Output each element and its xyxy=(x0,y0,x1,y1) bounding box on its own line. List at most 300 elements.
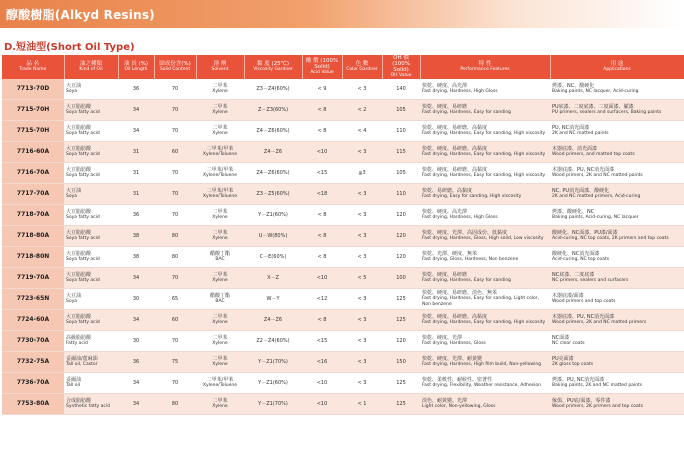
oil-length-cell: 34 xyxy=(118,373,154,394)
features-cell-zh: 快乾、柔軟性、耐候性、密著性 xyxy=(422,377,493,383)
acid-value-cell: < 8 xyxy=(302,247,342,268)
solid-content-cell: 80 xyxy=(154,247,196,268)
oil-kind-cell-en: Soya fatty acid xyxy=(66,236,100,241)
oil-kind-cell-zh: 大豆油 xyxy=(66,188,82,194)
oh-value-cell: 125 xyxy=(382,289,420,310)
solvent-cell xyxy=(196,268,244,289)
applications-cell xyxy=(550,121,684,142)
viscosity-cell: Z－Z3(60%) xyxy=(244,100,302,121)
features-cell-zh: 快乾、硬度、易研磨 xyxy=(422,272,468,278)
color-cell: < 3 xyxy=(342,310,382,331)
features-cell-en: Fast drying, Hardness, Easy for sanding, High viscosity xyxy=(422,173,546,178)
viscosity-cell: Z4－Z6(60%) xyxy=(244,163,302,184)
color-cell: < 5 xyxy=(342,268,382,289)
features-cell-en: Fast drying, Flexibility, Weather resistance, Adhesion xyxy=(422,383,541,388)
oh-value-cell: 110 xyxy=(382,121,420,142)
table-row xyxy=(2,247,684,268)
applications-cell xyxy=(550,352,684,373)
column-header-en: Solvent xyxy=(211,67,229,72)
features-cell xyxy=(420,373,550,394)
applications-cell-en: NC clear coats xyxy=(552,341,585,346)
column-header-zh: 用 途 xyxy=(610,61,624,67)
solvent-cell-en: Xylene xyxy=(212,341,228,346)
oh-value-cell: 105 xyxy=(382,100,420,121)
oil-kind-cell xyxy=(64,205,118,226)
acid-value-cell: <15 xyxy=(302,163,342,184)
table-body xyxy=(2,79,684,415)
column-header-zh: 油 長 (%) xyxy=(123,61,148,67)
acid-value-cell: <18 xyxy=(302,184,342,205)
features-cell xyxy=(420,226,550,247)
applications-cell xyxy=(550,268,684,289)
solid-content-cell: 80 xyxy=(154,226,196,247)
applications-cell-zh: PU亮面漆 xyxy=(552,356,574,362)
table-row xyxy=(2,373,684,394)
oil-kind-cell-zh: 大豆脂肪酸 xyxy=(66,125,92,131)
applications-cell-en: Wood primers, 2K primers and top coats xyxy=(552,404,643,409)
oil-kind-cell-en: Soya fatty acid xyxy=(66,257,100,262)
applications-cell-en: Wood primers, and matted top coats xyxy=(552,152,635,157)
features-cell-en: Fast drying, Hardness, Easy for sanding xyxy=(422,110,512,115)
column-header xyxy=(64,55,118,79)
solvent-cell xyxy=(196,121,244,142)
trade-name-cell: 7723-65N xyxy=(2,289,64,310)
solid-content-cell: 60 xyxy=(154,310,196,331)
solvent-cell xyxy=(196,142,244,163)
oil-kind-cell xyxy=(64,163,118,184)
features-cell-zh: 快乾、易研磨、高黏度 xyxy=(422,188,473,194)
solvent-cell-en: Xylene xyxy=(212,278,228,283)
solvent-cell xyxy=(196,100,244,121)
oil-length-cell: 31 xyxy=(118,142,154,163)
acid-value-cell: < 8 xyxy=(302,205,342,226)
applications-cell-zh: 傢俱、PU底/面漆、零件漆 xyxy=(552,398,611,404)
oil-length-cell: 34 xyxy=(118,100,154,121)
features-cell-en: Fast drying, Hardness, High Gloss xyxy=(422,89,498,94)
oil-kind-cell xyxy=(64,268,118,289)
color-cell: < 2 xyxy=(342,100,382,121)
column-header-en: Acid Value xyxy=(310,70,334,75)
viscosity-cell: Z2－Z4(60%) xyxy=(244,331,302,352)
oh-value-cell: 125 xyxy=(382,394,420,415)
column-header xyxy=(244,55,302,79)
features-cell-zh: 快乾、硬度、高光澤 xyxy=(422,83,468,89)
applications-cell-en: Baking paints, 2K and NC matted paints xyxy=(552,383,643,388)
oil-kind-cell-zh: 合成脂肪酸 xyxy=(66,398,92,404)
column-header-en: Performance Features xyxy=(460,67,510,72)
color-cell: ≦3 xyxy=(342,163,382,184)
applications-cell-zh: NC, PU消光面漆、酸硬化 xyxy=(552,188,610,194)
solid-content-cell: 70 xyxy=(154,79,196,100)
features-cell-zh: 快乾、硬度、光澤、耐黃變 xyxy=(422,356,483,362)
column-header-zh: 特 性 xyxy=(478,61,492,67)
applications-cell-zh: 木器底漆/面漆 xyxy=(552,293,584,299)
solid-content-cell: 70 xyxy=(154,121,196,142)
applications-cell-en: NC primers, sealers and surfacers xyxy=(552,278,629,283)
viscosity-cell: C－E(60%) xyxy=(244,247,302,268)
features-cell xyxy=(420,100,550,121)
solvent-cell-en: Xylene xyxy=(212,404,228,409)
oh-value-cell: 140 xyxy=(382,79,420,100)
applications-cell xyxy=(550,289,684,310)
solvent-cell-en: Xylene xyxy=(212,215,228,220)
features-cell xyxy=(420,268,550,289)
color-cell: < 3 xyxy=(342,373,382,394)
table-row xyxy=(2,268,684,289)
applications-cell-zh: 酸硬化、NC消光面漆 xyxy=(552,251,600,257)
column-header-zh: 溶 劑 xyxy=(213,61,227,67)
solid-content-cell: 70 xyxy=(154,100,196,121)
solvent-cell-en: Xylene/Toluene xyxy=(202,194,238,199)
column-header-zh: 色 數 xyxy=(355,61,369,67)
solvent-cell xyxy=(196,79,244,100)
applications-cell-en: Acid-curing, NC top coats, 2K primers and top coats xyxy=(552,236,669,241)
solvent-cell-zh: 二甲苯/甲苯 xyxy=(206,377,234,383)
applications-cell xyxy=(550,331,684,352)
color-cell: < 3 xyxy=(342,142,382,163)
trade-name-cell: 7715-70H xyxy=(2,100,64,121)
oil-kind-cell-en: Soya fatty acid xyxy=(66,131,100,136)
table-row xyxy=(2,331,684,352)
solid-content-cell: 70 xyxy=(154,331,196,352)
table-row xyxy=(2,226,684,247)
oil-kind-cell xyxy=(64,79,118,100)
applications-cell-zh: 烤漆、PU, NC消光面漆 xyxy=(552,377,605,383)
features-cell xyxy=(420,394,550,415)
features-cell-zh: 快乾、光澤、硬度、無苯 xyxy=(422,251,478,257)
features-cell-en: Fast drying, Hardness, Gloss xyxy=(422,341,486,346)
applications-cell-zh: PU, NC消光面漆 xyxy=(552,125,590,131)
oh-value-cell: 110 xyxy=(382,184,420,205)
features-cell xyxy=(420,352,550,373)
viscosity-cell: W－Y xyxy=(244,289,302,310)
features-cell-en: Fast drying, Hardness, Easy for sanding, High viscosity xyxy=(422,131,546,136)
oil-kind-cell-en: Soya fatty acid xyxy=(66,278,100,283)
oil-kind-cell-en: Soya fatty acid xyxy=(66,152,100,157)
viscosity-cell: Z4－Z6 xyxy=(244,310,302,331)
column-header-en: Viscosity Gardner xyxy=(253,67,293,72)
acid-value-cell: < 8 xyxy=(302,226,342,247)
solvent-cell xyxy=(196,331,244,352)
applications-cell-zh: NC面漆 xyxy=(552,335,570,341)
color-cell: < 3 xyxy=(342,331,382,352)
solvent-cell-zh: 二甲苯 xyxy=(212,335,228,341)
oil-kind-cell-zh: 大豆脂肪酸 xyxy=(66,314,92,320)
solvent-cell-zh: 醋酸丁酯 xyxy=(209,251,230,257)
oh-value-cell: 105 xyxy=(382,163,420,184)
oil-kind-cell-zh: 大豆油 xyxy=(66,293,82,299)
trade-name-cell: 7713-70D xyxy=(2,79,64,100)
features-cell-zh: 快乾、硬度、光澤 xyxy=(422,335,463,341)
solid-content-cell: 70 xyxy=(154,373,196,394)
solvent-cell xyxy=(196,163,244,184)
oh-value-cell: 100 xyxy=(382,268,420,289)
solvent-cell xyxy=(196,310,244,331)
color-cell: < 1 xyxy=(342,394,382,415)
banner-title: 醇酸樹脂(Alkyd Resins) xyxy=(6,8,155,22)
applications-cell-en: PU primers, sealers and surfacers, Baking paints xyxy=(552,110,662,115)
column-header-en: Color Gardner xyxy=(346,67,378,72)
oh-value-cell: 120 xyxy=(382,331,420,352)
oil-kind-cell-en: Synthetic fatty acid xyxy=(66,404,110,409)
column-header xyxy=(118,55,154,79)
acid-value-cell: <10 xyxy=(302,142,342,163)
acid-value-cell: <15 xyxy=(302,331,342,352)
features-cell-en: Fast drying, Hardness, High film build, Non-yellowing xyxy=(422,362,542,367)
acid-value-cell: < 8 xyxy=(302,100,342,121)
features-cell-en: Fast drying, Hardness, Easy for sanding xyxy=(422,278,512,283)
oil-kind-cell xyxy=(64,394,118,415)
features-cell-en: Fast drying, Hardness, Easy for sanding, Light color, Non benzene xyxy=(422,296,540,307)
solid-content-cell: 70 xyxy=(154,184,196,205)
trade-name-cell: 7730-70A xyxy=(2,331,64,352)
applications-cell-en: Wood primers and top coats xyxy=(552,299,616,304)
applications-cell-en: 2K gloss top coats xyxy=(552,362,594,367)
oil-kind-cell-en: Fatty acid xyxy=(66,341,88,346)
features-cell-zh: 快乾、硬度、易研磨、淡色、無苯 xyxy=(422,290,498,296)
solid-content-cell: 70 xyxy=(154,163,196,184)
features-cell xyxy=(420,184,550,205)
solvent-cell-en: Xylene/Toluene xyxy=(202,383,238,388)
column-header-zh: 酸 價 (100% Solid) xyxy=(305,58,339,70)
features-cell-zh: 快乾、硬度、易研磨 xyxy=(422,104,468,110)
features-cell-zh: 快乾、硬度、易研磨、高黏度 xyxy=(422,125,488,131)
features-cell xyxy=(420,205,550,226)
solid-content-cell: 60 xyxy=(154,142,196,163)
solvent-cell-en: Xylene xyxy=(212,89,228,94)
applications-cell xyxy=(550,247,684,268)
oil-kind-cell xyxy=(64,142,118,163)
table-row xyxy=(2,394,684,415)
solvent-cell xyxy=(196,247,244,268)
viscosity-cell: Z3－Z4(60%) xyxy=(244,79,302,100)
title-banner xyxy=(0,0,684,28)
solvent-cell-zh: 二甲苯/甲苯 xyxy=(206,146,234,152)
features-cell xyxy=(420,289,550,310)
viscosity-cell: Y－Z1(60%) xyxy=(244,205,302,226)
applications-cell xyxy=(550,100,684,121)
solvent-cell xyxy=(196,226,244,247)
color-cell: < 3 xyxy=(342,289,382,310)
solvent-cell-en: Xylene xyxy=(212,320,228,325)
column-header xyxy=(382,55,420,79)
features-cell-zh: 快乾、硬度、高光澤 xyxy=(422,209,468,215)
oil-length-cell: 38 xyxy=(118,247,154,268)
oh-value-cell: 120 xyxy=(382,247,420,268)
trade-name-cell: 7732-75A xyxy=(2,352,64,373)
solvent-cell-zh: 二甲苯 xyxy=(212,83,228,89)
applications-cell-en: Baking paints, Acid-curing, NC lacquer xyxy=(552,215,639,220)
applications-cell-zh: 烤漆、NC、酸硬化 xyxy=(552,83,595,89)
oil-length-cell: 34 xyxy=(118,121,154,142)
oil-kind-cell-en: Soya fatty acid xyxy=(66,215,100,220)
oil-length-cell: 31 xyxy=(118,184,154,205)
trade-name-cell: 7753-80A xyxy=(2,394,64,415)
oil-kind-cell-en: Tall oil xyxy=(66,383,80,388)
oil-length-cell: 30 xyxy=(118,331,154,352)
features-cell-en: Light color, Non-yellowing, Gloss xyxy=(422,404,496,409)
oh-value-cell: 125 xyxy=(382,310,420,331)
column-header-zh: OH 價 (100% Solid) xyxy=(392,55,410,73)
solid-content-cell: 70 xyxy=(154,268,196,289)
solvent-cell xyxy=(196,394,244,415)
oil-kind-cell-zh: 大豆脂肪酸 xyxy=(66,167,92,173)
solvent-cell-en: Xylene xyxy=(212,110,228,115)
oil-kind-cell xyxy=(64,121,118,142)
oil-kind-cell-zh: 大豆油 xyxy=(66,83,82,89)
oh-value-cell: 120 xyxy=(382,226,420,247)
features-cell-zh: 淡色、耐黃變、光澤 xyxy=(422,398,468,404)
applications-cell-zh: 烤漆、酸硬化、NC xyxy=(552,209,595,215)
solid-content-cell: 65 xyxy=(154,289,196,310)
oil-kind-cell-zh: 大豆脂肪酸 xyxy=(66,251,92,257)
solvent-cell-zh: 二甲苯 xyxy=(212,104,228,110)
solvent-cell-zh: 醋酸丁酯 xyxy=(209,293,230,299)
column-header-en: OH Value xyxy=(390,73,412,78)
solvent-cell-en: Xylene xyxy=(212,236,228,241)
acid-value-cell: < 8 xyxy=(302,121,342,142)
column-header-en: Kind of Oil xyxy=(79,67,103,72)
table-row xyxy=(2,100,684,121)
applications-cell-en: Baking paints, NC lacquer, Acid-curing xyxy=(552,89,639,94)
column-header-zh: 黏 度 (25℃) xyxy=(257,61,289,67)
oil-kind-cell-en: Soya xyxy=(66,299,78,304)
oil-kind-cell-zh: 妥爾油/蓖麻油 xyxy=(66,356,98,362)
trade-name-cell: 7718-70A xyxy=(2,205,64,226)
oil-kind-cell xyxy=(64,226,118,247)
applications-cell-en: 2K and NC matted paints xyxy=(552,131,609,136)
table-row xyxy=(2,310,684,331)
features-cell-en: Fast drying, Hardness, Gloss, High solid, Low viscosity xyxy=(422,236,544,241)
table-row xyxy=(2,79,684,100)
applications-cell-en: Acid-curing, NC top coats xyxy=(552,257,610,262)
oil-kind-cell-en: Soya fatty acid xyxy=(66,110,100,115)
acid-value-cell: <10 xyxy=(302,373,342,394)
table-row xyxy=(2,163,684,184)
viscosity-cell: Y－Z1(60%) xyxy=(244,373,302,394)
oil-kind-cell xyxy=(64,100,118,121)
oh-value-cell: 125 xyxy=(382,373,420,394)
color-cell: < 3 xyxy=(342,352,382,373)
oil-kind-cell-en: Soya xyxy=(66,89,78,94)
solvent-cell xyxy=(196,352,244,373)
oil-length-cell: 31 xyxy=(118,163,154,184)
acid-value-cell: < 8 xyxy=(302,310,342,331)
applications-cell-zh: 酸硬化、NC面漆、PU漆/面漆 xyxy=(552,230,618,236)
solvent-cell-zh: 二甲苯 xyxy=(212,272,228,278)
applications-cell xyxy=(550,226,684,247)
oil-kind-cell-en: Soya fatty acid xyxy=(66,320,100,325)
column-header xyxy=(2,55,64,79)
applications-cell-zh: 木器底漆、PU, NC消光面漆 xyxy=(552,314,615,320)
solid-content-cell: 80 xyxy=(154,394,196,415)
applications-cell xyxy=(550,79,684,100)
applications-cell-zh: PU底漆、二度底漆、二度面漆、膩漆 xyxy=(552,104,634,110)
table-row xyxy=(2,205,684,226)
oil-kind-cell-zh: 大豆脂肪酸 xyxy=(66,209,92,215)
trade-name-cell: 7718-80A xyxy=(2,226,64,247)
solvent-cell-en: BAC xyxy=(215,299,225,304)
viscosity-cell: Z4－Z6 xyxy=(244,142,302,163)
applications-cell xyxy=(550,142,684,163)
column-header-zh: 油之種類 xyxy=(79,61,102,67)
table-row xyxy=(2,352,684,373)
oil-length-cell: 30 xyxy=(118,289,154,310)
trade-name-cell: 7718-80N xyxy=(2,247,64,268)
oil-kind-cell xyxy=(64,331,118,352)
oh-value-cell: 120 xyxy=(382,205,420,226)
solvent-cell-en: Xylene/Toluene xyxy=(202,152,238,157)
applications-cell-zh: 木器底漆、消光面漆 xyxy=(552,146,598,152)
viscosity-cell: U－W(80%) xyxy=(244,226,302,247)
oil-kind-cell-zh: 大豆脂肪酸 xyxy=(66,272,92,278)
acid-value-cell: <10 xyxy=(302,268,342,289)
oil-kind-cell xyxy=(64,352,118,373)
viscosity-cell: Y－Z1(70%) xyxy=(244,394,302,415)
applications-cell-en: Wood primers, 2K and NC matted paints xyxy=(552,173,643,178)
column-header-en: Oil Length xyxy=(124,67,148,72)
product-table xyxy=(2,55,684,415)
solvent-cell-zh: 二甲苯/甲苯 xyxy=(206,188,234,194)
color-cell: < 3 xyxy=(342,226,382,247)
features-cell xyxy=(420,331,550,352)
trade-name-cell: 7736-70A xyxy=(2,373,64,394)
trade-name-cell: 7715-70H xyxy=(2,121,64,142)
oil-kind-cell-en: Soya xyxy=(66,194,78,199)
section-title: D.短油型(Short Oil Type) xyxy=(4,42,135,53)
acid-value-cell: <16 xyxy=(302,352,342,373)
solvent-cell-zh: 二甲苯 xyxy=(212,125,228,131)
column-header xyxy=(342,55,382,79)
viscosity-cell: Z3－Z5(60%) xyxy=(244,184,302,205)
oh-value-cell: 150 xyxy=(382,352,420,373)
solvent-cell-en: Xylene/Toluene xyxy=(202,173,238,178)
solid-content-cell: 75 xyxy=(154,352,196,373)
viscosity-cell: Y－Z1(70%) xyxy=(244,352,302,373)
column-header xyxy=(302,55,342,79)
color-cell: < 3 xyxy=(342,79,382,100)
trade-name-cell: 7716-70A xyxy=(2,163,64,184)
acid-value-cell: <10 xyxy=(302,394,342,415)
column-header xyxy=(420,55,550,79)
oil-kind-cell xyxy=(64,373,118,394)
trade-name-cell: 7719-70A xyxy=(2,268,64,289)
oil-kind-cell xyxy=(64,247,118,268)
column-header-en: Solid Content xyxy=(159,67,191,72)
viscosity-cell: X－Z xyxy=(244,268,302,289)
solvent-cell-en: Xylene xyxy=(212,362,228,367)
solvent-cell-en: Xylene xyxy=(212,131,228,136)
column-header-zh: 固成份含(%) xyxy=(159,61,191,67)
solvent-cell xyxy=(196,289,244,310)
features-cell xyxy=(420,163,550,184)
color-cell: < 3 xyxy=(342,184,382,205)
oil-length-cell: 38 xyxy=(118,226,154,247)
column-header xyxy=(550,55,684,79)
applications-cell xyxy=(550,205,684,226)
color-cell: < 3 xyxy=(342,205,382,226)
oil-length-cell: 36 xyxy=(118,352,154,373)
applications-cell-zh: NC底漆、二度底漆 xyxy=(552,272,595,278)
features-cell-zh: 快乾、硬度、易研磨、高黏度 xyxy=(422,146,488,152)
solvent-cell xyxy=(196,373,244,394)
oil-kind-cell-en: Soya fatty acid xyxy=(66,173,100,178)
trade-name-cell: 7717-70A xyxy=(2,184,64,205)
solvent-cell-zh: 二甲苯 xyxy=(212,314,228,320)
features-cell xyxy=(420,142,550,163)
features-cell xyxy=(420,310,550,331)
solvent-cell-zh: 二甲苯 xyxy=(212,230,228,236)
